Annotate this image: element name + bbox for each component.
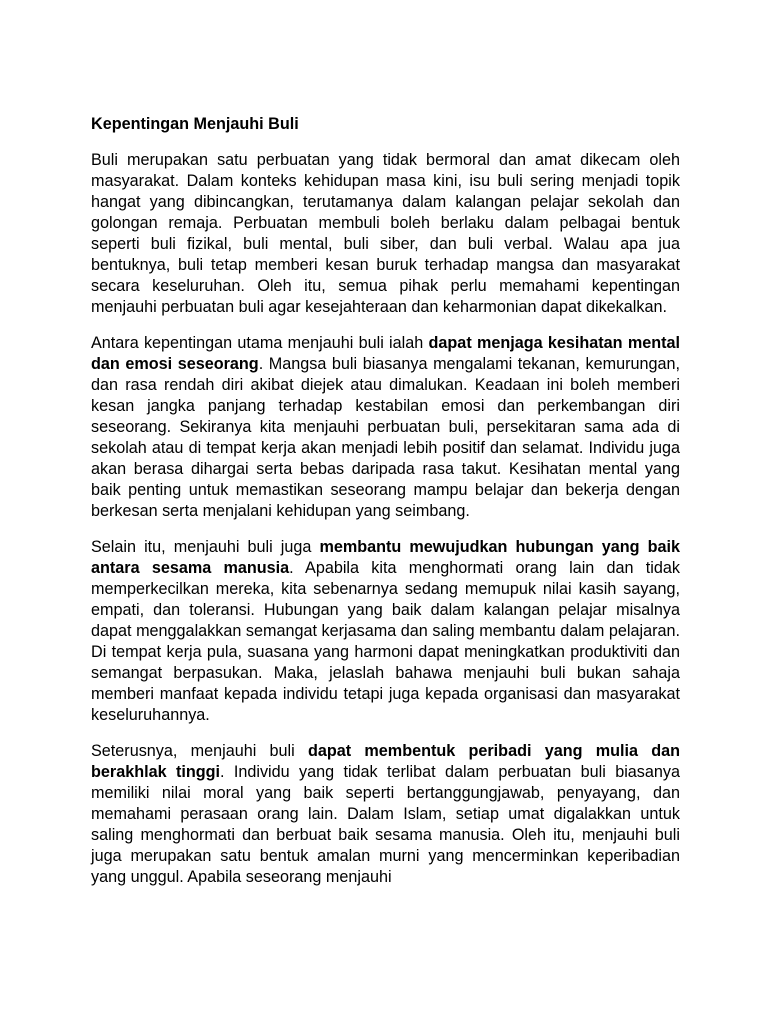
paragraph-text: . Mangsa buli biasanya mengalami tekanan, kemurungan, dan rasa rendah diri akibat diejek atau dimalukan. Keadaan ini boleh memberi kesan jangka panjang terhadap kestabilan emosi dan perkembangan diri seseorang. Sekiranya kita menjauhi perbuatan buli, persekitaran sama ada di sekolah atau di tempat kerja akan menjadi lebih positif dan selamat. Individu juga akan berasa dihargai serta bebas daripada rasa takut. Kesihatan mental yang baik penting untuk memastikan seseorang mampu belajar dan bekerja dengan berkesan serta menjalani kehidupan yang seimbang. <box>91 355 680 520</box>
paragraph-text: . Apabila kita menghormati orang lain dan tidak memperkecilkan mereka, kita sebenarnya sedang memupuk nilai kasih sayang, empati, dan toleransi. Hubungan yang baik dalam kalangan pelajar misalnya dapat menggalakkan semangat kerjasama dan saling membantu dalam pelajaran. Di tempat kerja pula, suasana yang harmoni dapat meningkatkan produktiviti dan semangat berpasukan. Maka, jelaslah bahawa menjauhi buli bukan sahaja memberi manfaat kepada individu tetapi juga kepada organisasi dan masyarakat keseluruhannya. <box>91 559 680 724</box>
document-title: Kepentingan Menjauhi Buli <box>91 115 299 133</box>
paragraph-bold-point: dapat membentuk peribadi yang mulia dan berakhlak tinggi <box>91 742 681 781</box>
paragraph-text: Buli merupakan satu perbuatan yang tidak bermoral dan amat dikecam oleh masyarakat. Dalam konteks kehidupan masa kini, isu buli sering menjadi topik hangat yang dibincangkan, terutamanya dalam kalangan pelajar sekolah dan golongan remaja. Perbuatan membuli boleh berlaku dalam pelbagai bentuk seperti buli fizikal, buli mental, buli siber, dan buli verbal. Walau apa jua bentuknya, buli tetap memberi kesan buruk terhadap mangsa dan masyarakat secara keseluruhan. Oleh itu, semua pihak perlu memahami kepentingan menjauhi perbuatan buli agar kesejahteraan dan keharmonian dapat dikekalkan. <box>91 151 680 316</box>
paragraph-bold-point: membantu mewujudkan hubungan yang baik antara sesama manusia <box>91 538 680 577</box>
paragraph-bold-point: dapat menjaga kesihatan mental dan emosi seseorang <box>91 334 680 373</box>
paragraph-relationships <box>91 537 680 726</box>
paragraph-text: Seterusnya, menjauhi buli <box>91 742 308 760</box>
document-page <box>91 114 680 903</box>
paragraph-intro <box>91 150 680 318</box>
paragraph-text: Selain itu, menjauhi buli juga <box>91 538 320 556</box>
paragraph-mental-health <box>91 333 680 522</box>
paragraph-text: . Individu yang tidak terlibat dalam perbuatan buli biasanya memiliki nilai moral yang baik seperti bertanggungjawab, penyayang, dan memahami perasaan orang lain. Dalam Islam, setiap umat digalakkan untuk saling menghormati dan berbuat baik sesama manusia. Oleh itu, menjauhi buli juga merupakan satu bentuk amalan murni yang mencerminkan keperibadian yang unggul. Apabila seseorang menjauhi <box>91 763 680 886</box>
paragraph-character <box>91 741 680 888</box>
paragraph-text: Antara kepentingan utama menjauhi buli ialah <box>91 334 429 352</box>
